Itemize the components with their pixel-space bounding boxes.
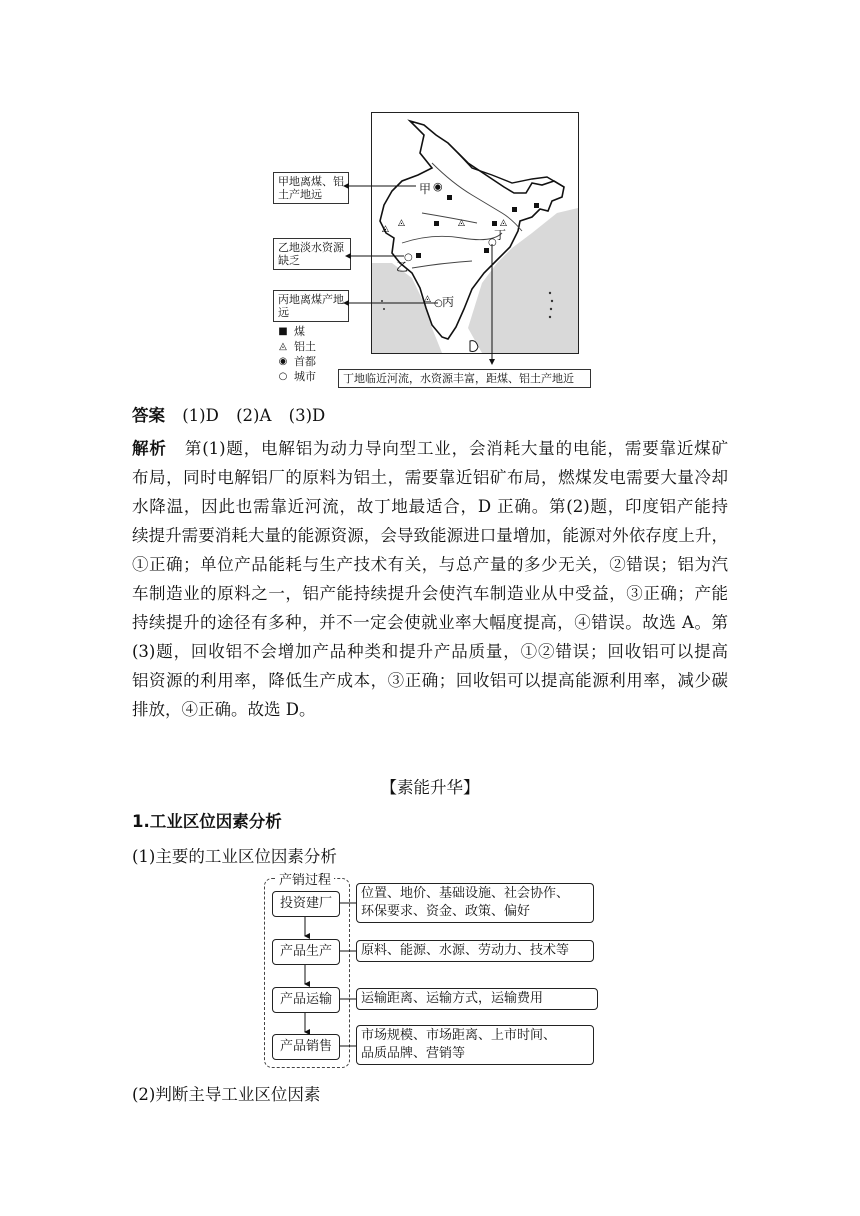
flow-title: 产销过程 — [276, 869, 334, 888]
legend-item-coal: ■ 煤 — [278, 325, 305, 338]
city-icon: ○ — [434, 298, 443, 309]
bauxite-symbol: ◬ — [382, 224, 389, 234]
heading-industrial-location: 1.工业区位因素分析 — [132, 812, 282, 831]
analysis-line: (3)题，回收铝不会增加产品种类和提升产品质量，①②错误；回收铝可以提高 — [132, 642, 728, 661]
analysis-paragraph — [132, 434, 728, 724]
capital-icon: ◉ — [433, 180, 443, 193]
answer-item: (3)D — [288, 406, 326, 425]
stage-production: 产品生产 — [272, 939, 340, 965]
legend-item-bauxite: ◬ 铝土 — [279, 340, 316, 353]
subheading-dominant-factors: (2)判断主导工业区位因素 — [132, 1085, 321, 1104]
city-icon: ○ — [404, 252, 413, 263]
bauxite-symbol: ◬ — [458, 218, 465, 228]
factor-box-invest: 位置、地价、基础设施、社会协作、 环保要求、资金、政策、偏好 — [356, 883, 594, 923]
place-yi: 乙 — [396, 260, 409, 274]
callout-yi: 乙地淡水资源缺乏 — [273, 238, 351, 270]
answer-item: (1)D — [182, 406, 219, 425]
section-title: 【素能升华】 — [380, 778, 480, 797]
place-bing: 丙 — [442, 295, 455, 309]
analysis-line: 铝资源的利用率，降低生产成本，③正确；回收铝可以提高能源利用率，减少碳 — [132, 671, 728, 690]
analysis-line: 解析 第(1)题，电解铝为动力导向型工业，会消耗大量的电能，需要靠近煤矿 — [132, 439, 728, 458]
analysis-line: 布局，同时电解铝厂的原料为铝土，需要靠近铝矿布局，燃煤发电需要大量冷却 — [132, 468, 728, 487]
bauxite-symbol: ◬ — [398, 218, 405, 228]
stage-transport: 产品运输 — [272, 987, 340, 1013]
bauxite-symbol: ◬ — [500, 218, 507, 228]
analysis-line: 水降温，因此也需靠近河流，故丁地最适合，D 正确。第(2)题，印度铝产能持 — [132, 497, 728, 516]
bauxite-symbol: ◬ — [424, 294, 431, 304]
analysis-line: ①正确；单位产品能耗与生产技术有关，与总产量的多少无关，②错误；铝为汽 — [132, 555, 728, 574]
bauxite-icon: ◬ — [279, 341, 287, 352]
legend-item-capital: ◉ 首都 — [278, 355, 316, 368]
callout-arrows — [0, 0, 860, 400]
callout-ding: 丁地临近河流，水资源丰富，距煤、铝土产地近 — [338, 369, 591, 388]
place-jia: 甲 — [419, 182, 432, 196]
analysis-line: 车制造业的原料之一，铝产能持续提升会使汽车制造业从中受益，③正确；产能 — [132, 584, 728, 603]
analysis-line: 排放，④正确。故选 D。 — [132, 700, 316, 719]
factor-box-transport: 运输距离、运输方式，运输费用 — [356, 988, 598, 1010]
place-ding: 丁 — [494, 228, 507, 242]
analysis-line: 持续提升的途径有多种，并不一定会使就业率大幅度提高，④错误。故选 A。第 — [132, 613, 728, 632]
subheading-main-factors: (1)主要的工业区位因素分析 — [132, 847, 337, 866]
analysis-line: 续提升需要消耗大量的能源资源，会导致能源进口量增加，能源对外依存度上升， — [132, 526, 728, 545]
answer-row — [132, 402, 337, 426]
city-icon: ○ — [488, 237, 497, 248]
factor-box-sales: 市场规模、市场距离、上市时间、 品质品牌、营销等 — [356, 1025, 594, 1065]
callout-bing: 丙地离煤产地远 — [273, 290, 349, 322]
capital-icon: ◉ — [278, 356, 288, 367]
city-icon: ○ — [278, 371, 288, 382]
stage-sales: 产品销售 — [272, 1034, 340, 1060]
answer-label: 答案 — [132, 406, 165, 425]
legend-item-city: ○ 城市 — [278, 370, 316, 383]
stage-invest-build: 投资建厂 — [272, 891, 340, 917]
factor-box-production: 原料、能源、水源、劳动力、技术等 — [356, 940, 594, 962]
coal-icon: ■ — [278, 326, 288, 337]
answer-item: (2)A — [236, 406, 272, 425]
map-legend — [278, 324, 316, 384]
callout-jia: 甲地离煤、铝土产地远 — [273, 172, 349, 204]
analysis-label: 解析 — [132, 439, 167, 458]
